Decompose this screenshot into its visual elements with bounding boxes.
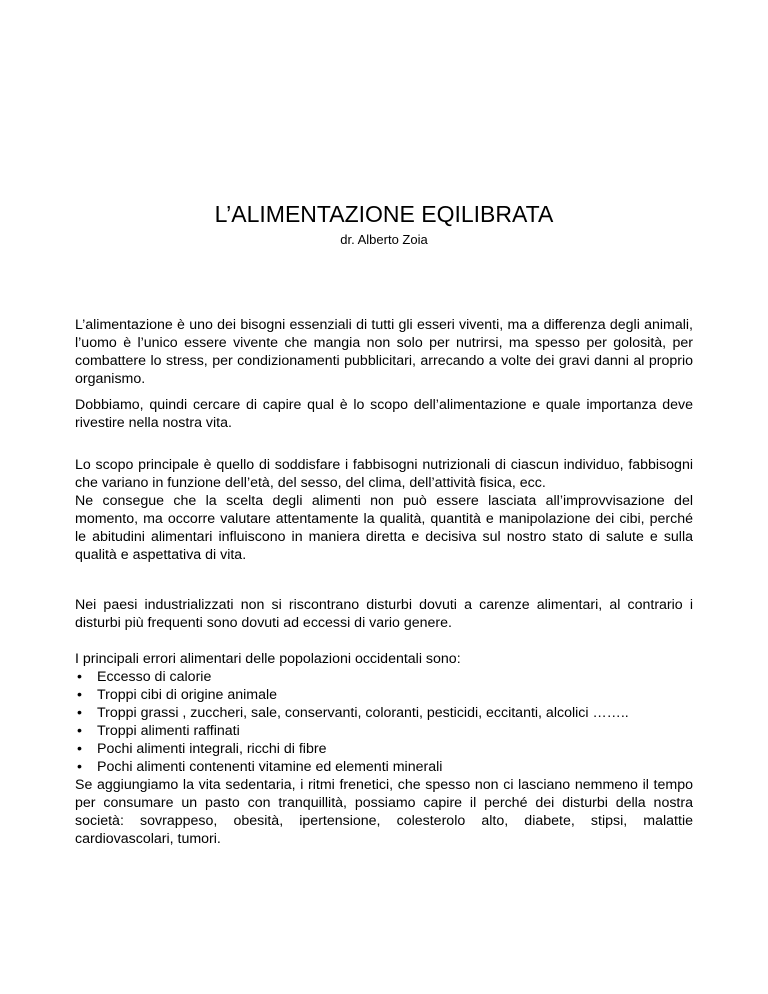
paragraph-intro <box>75 316 693 388</box>
paragraph-main-purpose <box>75 456 693 564</box>
list-item: • Pochi alimenti integrali, ricchi di fibre <box>75 740 693 758</box>
list-item: • Pochi alimenti contenenti vitamine ed elementi minerali <box>75 758 693 776</box>
paragraph-industrialized <box>75 596 693 632</box>
list-intro: I principali errori alimentari delle popolazioni occidentali sono: <box>75 651 461 667</box>
errors-list <box>75 668 693 776</box>
list-item: • Troppi alimenti raffinati <box>75 722 693 740</box>
closing-paragraph: Se aggiungiamo la vita sedentaria, i ritmi frenetici, che spesso non ci lasciano nemmeno il tempo per consumare un pasto con tranquillità, possiamo capire il perché dei disturbi della nostra società: sovrappeso, obesità, ipertensione, colesterolo alto, diabete, stipsi, malattie cardiovascolari, tumori. <box>75 777 693 847</box>
paragraph-text: L’alimentazione è uno dei bisogni essenziali di tutti gli esseri viventi, ma a differenza degli animali, l’uomo è l’unico essere vivente che mangia non solo per nutrirsi, ma spesso per golosità, per combattere lo stress, per condizionamenti pubblicitari, arrecando a volte dei gravi danni al proprio organismo. <box>75 317 693 387</box>
list-item: • Eccesso di calorie <box>75 668 693 686</box>
paragraph-purpose-question <box>75 396 693 432</box>
list-item: • Troppi cibi di origine animale <box>75 686 693 704</box>
section-errors <box>75 650 693 848</box>
document-title: L’ALIMENTAZIONE EQILIBRATA <box>214 201 554 227</box>
paragraph-text: Ne consegue che la scelta degli alimenti non può essere lasciata all’improvvisazione del momento, ma occorre valutare attentamente la qualità, quantità e manipolazione dei cibi, perché le abitudini alimentari influiscono in maniera diretta e decisiva sul nostro stato di salute e sulla qualità e aspettativa di vita. <box>75 493 693 563</box>
list-item: • Troppi grassi , zuccheri, sale, conservanti, coloranti, pesticidi, eccitanti, alcolici …….. <box>75 704 693 722</box>
paragraph-text: Lo scopo principale è quello di soddisfare i fabbisogni nutrizionali di ciascun individuo, fabbisogni che variano in funzione dell’età, del sesso, del clima, dell’attività fisica, ecc. <box>75 457 693 491</box>
paragraph-text: Nei paesi industrializzati non si riscontrano disturbi dovuti a carenze alimentari, al contrario i disturbi più frequenti sono dovuti ad eccessi di vario genere. <box>75 597 693 631</box>
document-author: dr. Alberto Zoia <box>340 232 428 247</box>
paragraph-text: Dobbiamo, quindi cercare di capire qual è lo scopo dell’alimentazione e quale importanza deve rivestire nella nostra vita. <box>75 397 693 431</box>
